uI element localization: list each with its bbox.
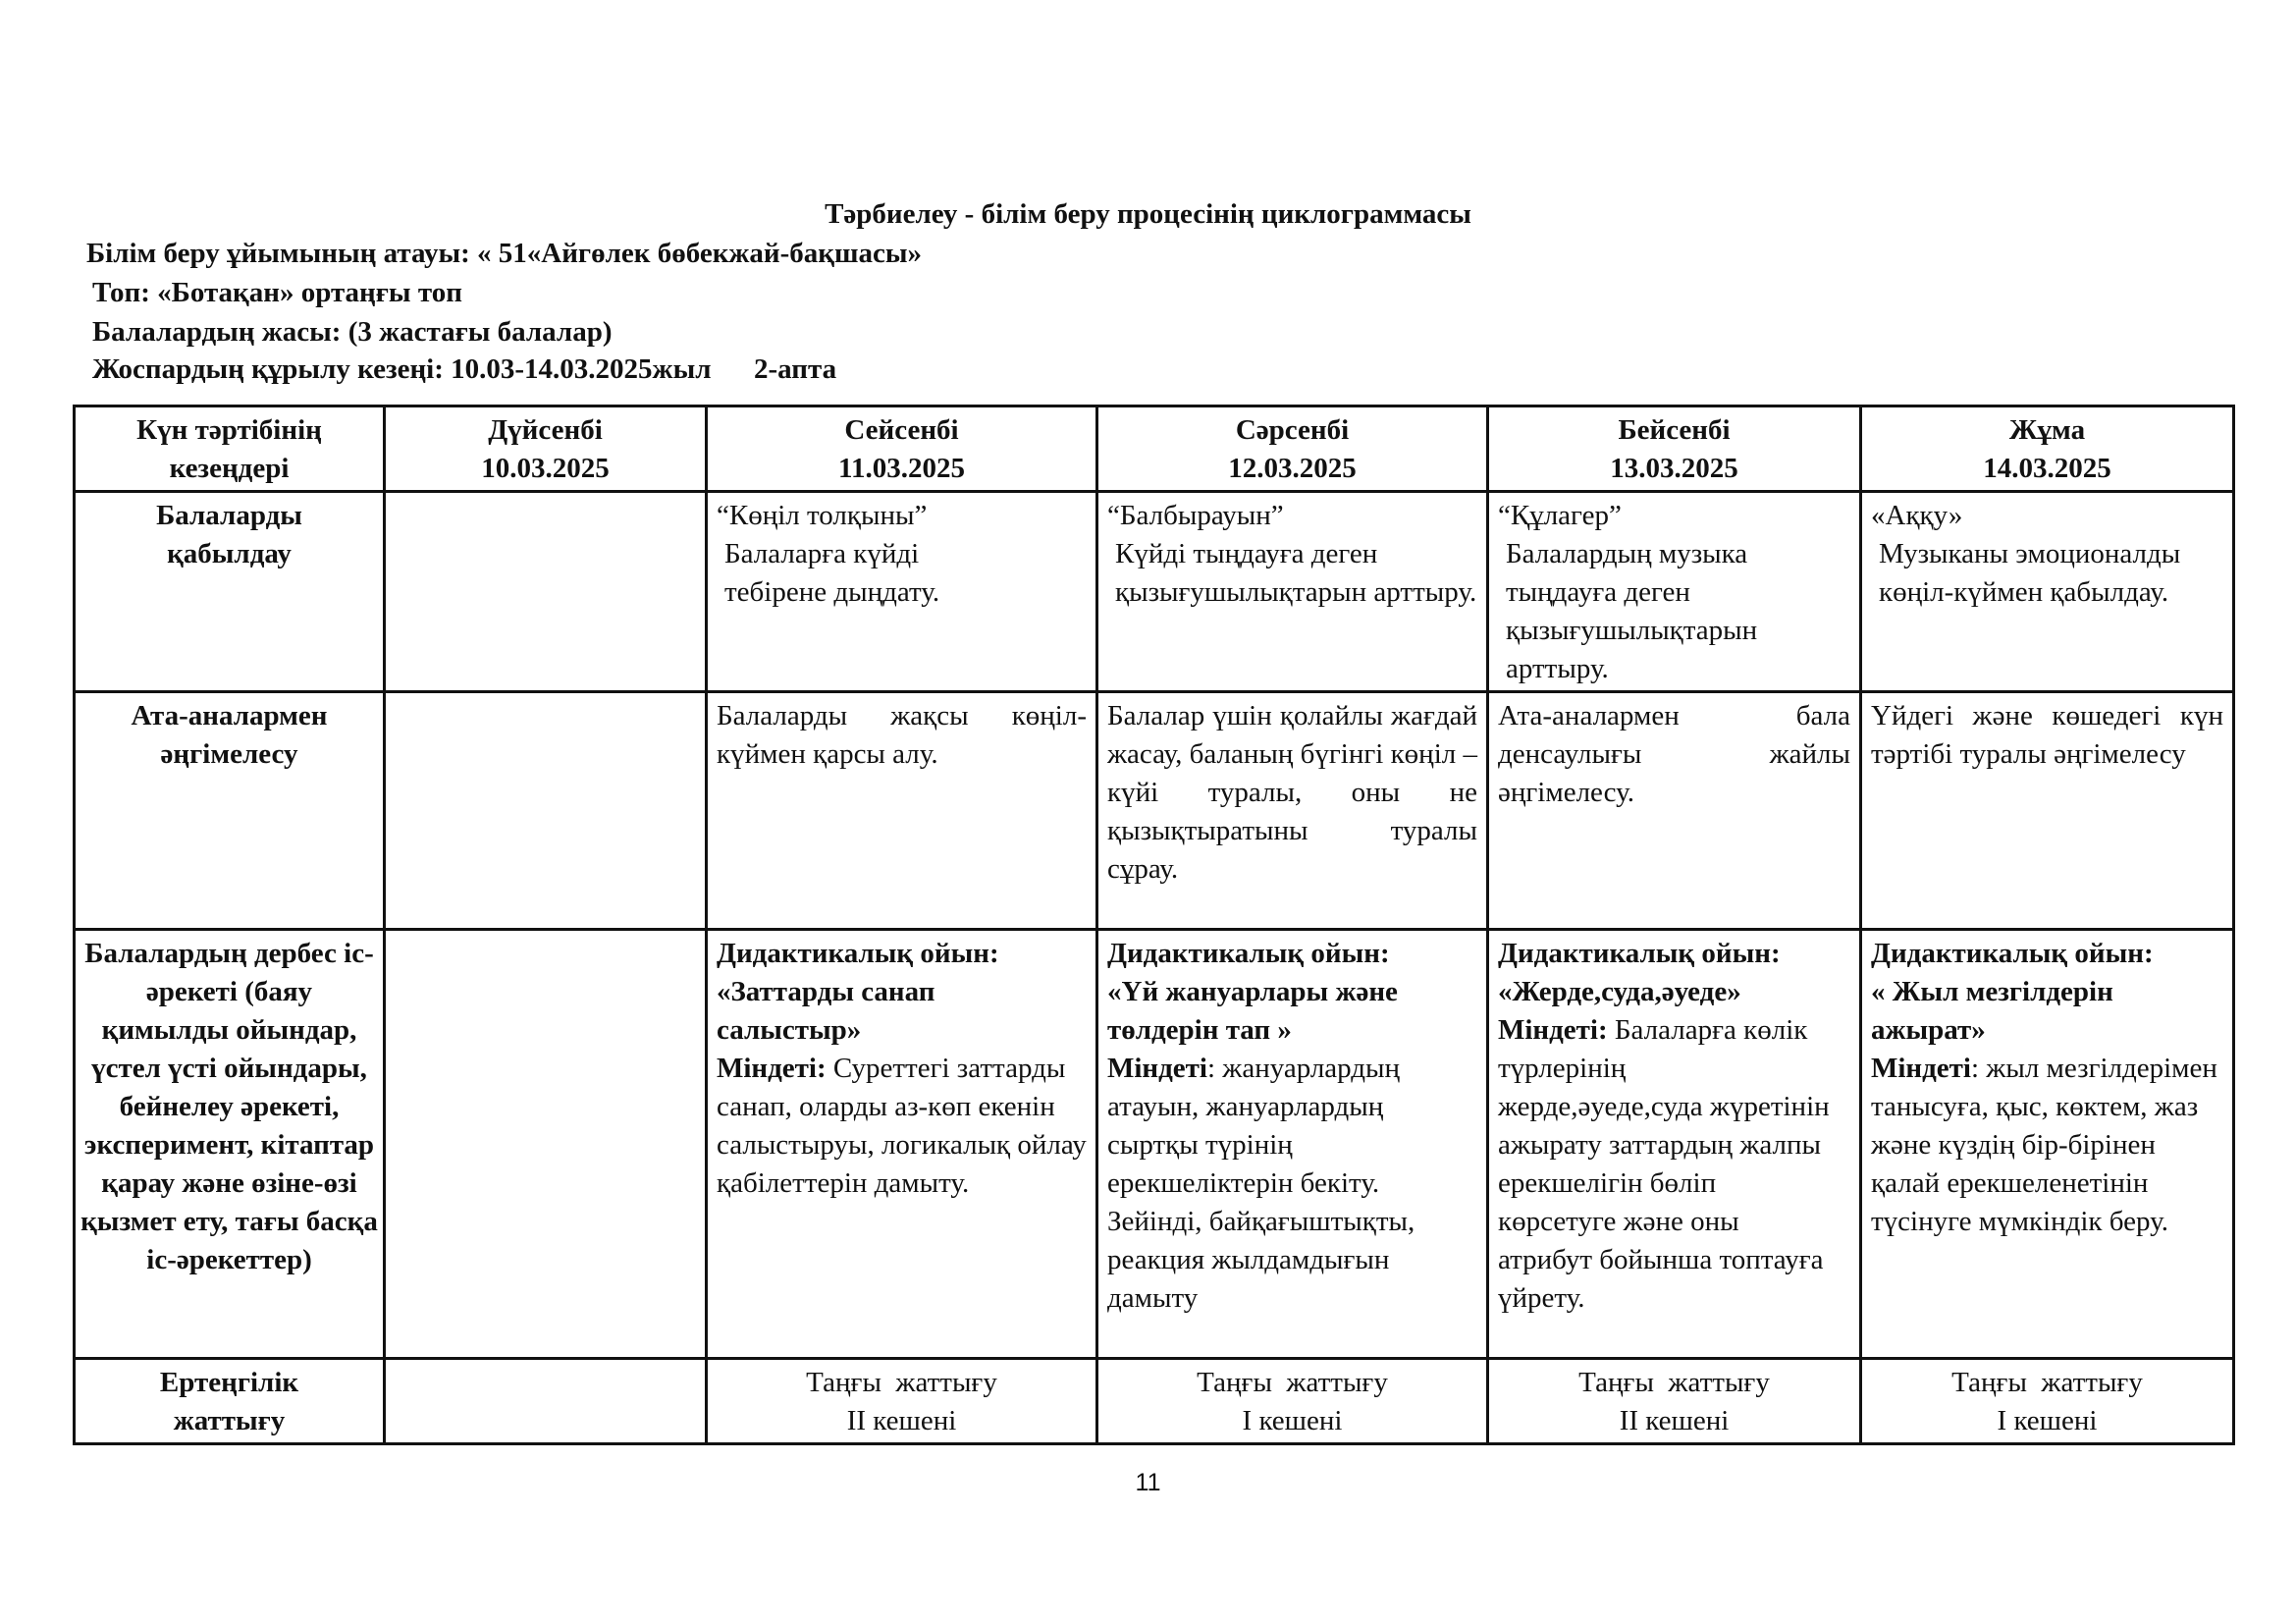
cell-parents-tuesday: Балаларды жақсы көңіл-күймен қарсы алу. [707, 692, 1097, 930]
stage-reception: Балаларды қабылдау [75, 492, 385, 692]
cell-parents-monday [385, 692, 707, 930]
cell-activity-tuesday [707, 930, 1097, 1359]
stage-activity: Балалардың дербес іс-әрекеті (баяу қимылды ойындар, үстел үсті ойындары, бейнелеу әрекеті, эксперимент, кітаптар қарау және өзіне-өзі қызмет ету, тағы басқа іс-әрекеттер) [75, 930, 385, 1359]
exercise-line2: ІІ кешені [1619, 1405, 1730, 1436]
table-row-parents [75, 692, 2234, 930]
header-day-thursday [1488, 406, 1861, 492]
header-day-monday [385, 406, 707, 492]
cell-exercise-thursday [1488, 1359, 1861, 1444]
cell-text: Музыканы эмоционалды көңіл-күймен қабылдау. [1879, 538, 2181, 608]
header-stage-line1: Күн тәртібінің [136, 414, 322, 446]
cell-title: «Аққу» [1871, 500, 1963, 531]
game-name: «Үй жануарлары және төлдерін тап » [1107, 976, 1398, 1046]
task-text: Суреттегі заттарды санап, оларды аз-көп екенін салыстыруы, логикалық ойлау қабілеттерін дамыту. [717, 1053, 1087, 1199]
cell-text: Балаларға күйді тебірене дыңдату. [724, 538, 940, 608]
game-name: « Жыл мезгілдерін ажырат» [1871, 976, 2113, 1046]
table-row-reception [75, 492, 2234, 692]
document-title: Тәрбиелеу - білім беру процесінің циклограммасы [825, 198, 1471, 230]
cell-parents-thursday: Ата-аналармен бала денсаулығы жайлы әңгімелесу. [1488, 692, 1861, 930]
header-day-wednesday [1097, 406, 1488, 492]
cell-title: “Көңіл толқыны” [717, 500, 928, 531]
day-date: 14.03.2025 [1983, 453, 2111, 484]
day-date: 12.03.2025 [1228, 453, 1357, 484]
day-date: 10.03.2025 [481, 453, 610, 484]
task-label: Міндеті: [1498, 1014, 1608, 1046]
cell-reception-monday [385, 492, 707, 692]
cell-reception-wednesday [1097, 492, 1488, 692]
game-name: «Жерде,суда,әуеде» [1498, 976, 1741, 1007]
cell-parents-wednesday: Балалар үшін қолайлы жағдай жасау, баланың бүгінгі көңіл – күйі туралы, оны не қызықтыратыны туралы сұрау. [1097, 692, 1488, 930]
cell-exercise-wednesday [1097, 1359, 1488, 1444]
table-row-exercise [75, 1359, 2234, 1444]
cell-activity-friday [1861, 930, 2234, 1359]
cyclogram-table [73, 405, 2235, 1445]
task-text: Балаларға көлік түрлерінің жерде,әуеде,суда жүретінін ажырату заттардың жалпы ерекшелігін бөліп көрсетуге және оны атрибут бойынша топтауға үйрету. [1498, 1014, 1830, 1314]
header-day-tuesday [707, 406, 1097, 492]
day-name: Бейсенбі [1618, 414, 1731, 446]
cell-exercise-tuesday [707, 1359, 1097, 1444]
cell-reception-tuesday [707, 492, 1097, 692]
cell-parents-friday: Үйдегі және көшедегі күн тәртібі туралы әңгімелесу [1861, 692, 2234, 930]
day-name: Сәрсенбі [1235, 414, 1350, 446]
exercise-line2: І кешені [1997, 1405, 2098, 1436]
cell-reception-friday [1861, 492, 2234, 692]
table-header-row [75, 406, 2234, 492]
exercise-line1: Таңғы жаттығу [1951, 1367, 2143, 1398]
header-stage-line2: кезеңдері [169, 453, 290, 484]
game-label: Дидактикалық ойын: [717, 938, 999, 969]
day-name: Сейсенбі [844, 414, 959, 446]
organization-line: Білім беру ұйымының атауы: « 51«Айгөлек бөбекжай-бақшасы» [86, 238, 922, 269]
cell-title: “Балбырауын” [1107, 500, 1284, 531]
game-label: Дидактикалық ойын: [1107, 938, 1390, 969]
cell-reception-thursday [1488, 492, 1861, 692]
exercise-line1: Таңғы жаттығу [806, 1367, 997, 1398]
group-line: Топ: «Ботақан» ортаңғы топ [92, 277, 462, 308]
exercise-line2: І кешені [1242, 1405, 1343, 1436]
cell-text: Балалардың музыка тыңдауға деген қызығушылықтарын арттыру. [1506, 538, 1758, 684]
task-label: Міндеті [1871, 1053, 1971, 1084]
stage-parents: Ата-аналармен әңгімелесу [75, 692, 385, 930]
table-row-activity [75, 930, 2234, 1359]
day-date: 11.03.2025 [838, 453, 965, 484]
cell-text: Күйді тыңдауға деген қызығушылықтарын арттыру. [1115, 538, 1477, 608]
exercise-line2: ІІ кешені [846, 1405, 957, 1436]
game-name: «Заттарды санап салыстыр» [717, 976, 935, 1046]
day-name: Жұма [2008, 414, 2086, 446]
period-line: Жоспардың құрылу кезеңі: 10.03-14.03.2025жыл 2-апта [92, 353, 837, 385]
task-text: : жануарлардың атауын, жануарлардың сыртқы түрінің ерекшеліктерін бекіту. Зейінді, байқағыштықты, реакция жылдамдығын дамыту [1107, 1053, 1415, 1314]
game-label: Дидактикалық ойын: [1498, 938, 1781, 969]
cell-activity-monday [385, 930, 707, 1359]
day-date: 13.03.2025 [1610, 453, 1738, 484]
stage-exercise: Ертеңгілік жаттығу [75, 1359, 385, 1444]
exercise-line1: Таңғы жаттығу [1197, 1367, 1388, 1398]
cell-exercise-monday [385, 1359, 707, 1444]
header-stage-cell [75, 406, 385, 492]
cell-activity-thursday [1488, 930, 1861, 1359]
cell-activity-wednesday [1097, 930, 1488, 1359]
task-text: : жыл мезгілдерімен танысуға, қыс, көктем, жаз және күздің бір-бірінен қалай ерекшеленетінін түсінуге мүмкіндік беру. [1871, 1053, 2217, 1237]
task-label: Міндеті [1107, 1053, 1207, 1084]
header-day-friday [1861, 406, 2234, 492]
exercise-line1: Таңғы жаттығу [1578, 1367, 1770, 1398]
page-number: 11 [1135, 1469, 1161, 1496]
day-name: Дүйсенбі [488, 414, 603, 446]
age-line: Балалардың жасы: (3 жастағы балалар) [92, 316, 613, 348]
game-label: Дидактикалық ойын: [1871, 938, 2154, 969]
task-label: Міндеті: [717, 1053, 827, 1084]
cell-title: “Құлагер” [1498, 500, 1622, 531]
cell-exercise-friday [1861, 1359, 2234, 1444]
